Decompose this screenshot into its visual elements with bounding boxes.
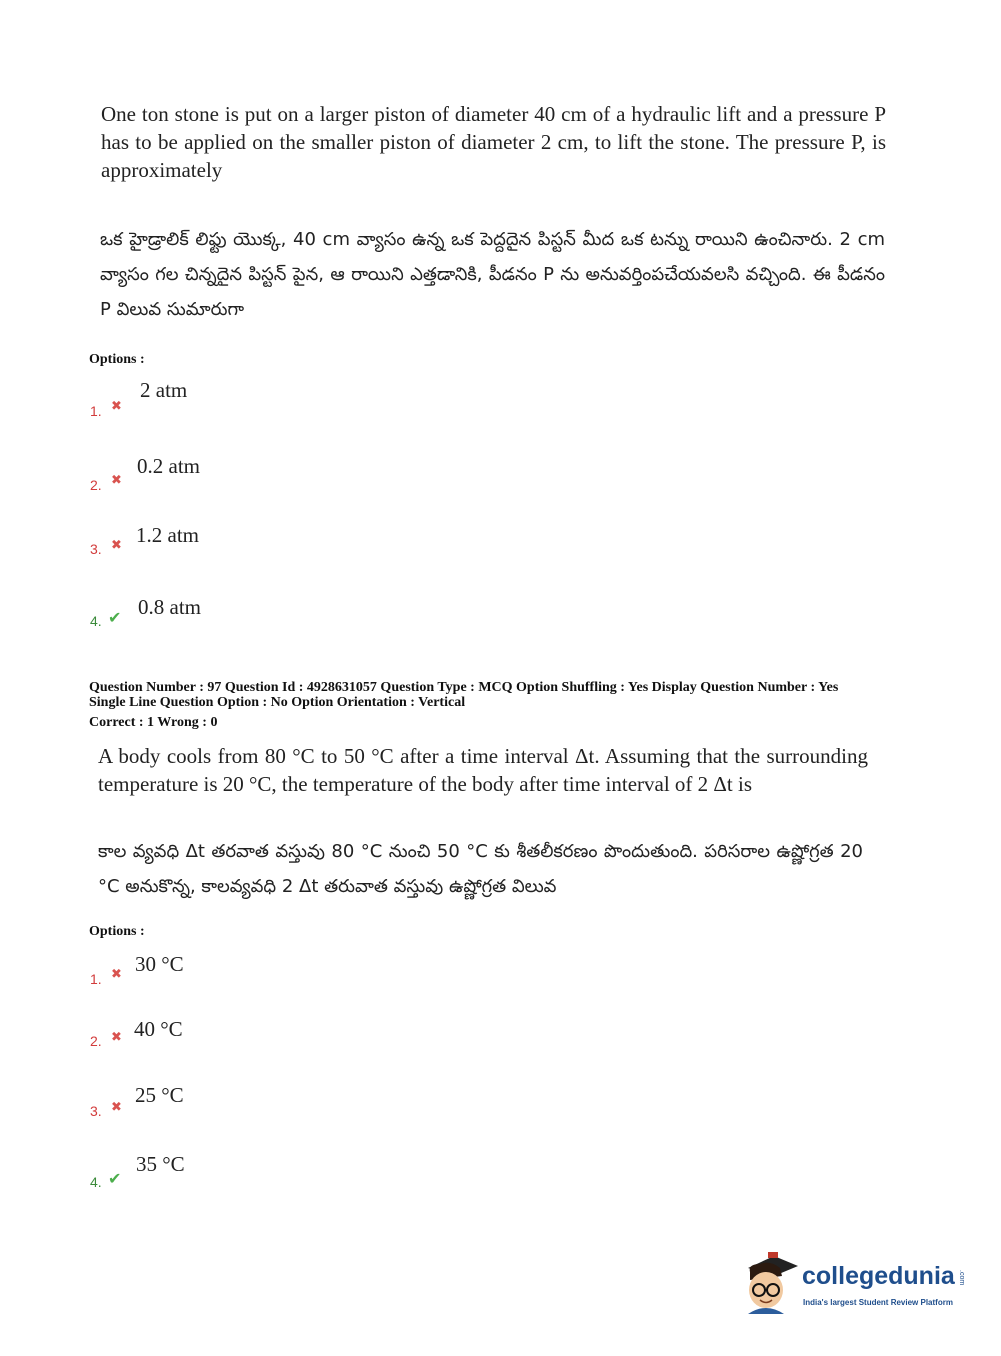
wrong-icon: ✖ [111,967,122,982]
question-meta: Question Number : 97 Question Id : 4928631057 Question Type : MCQ Option Shuffling : Yes Display Question Number : Yes [89,680,839,695]
option-number: 1. [90,403,102,419]
option-number: 3. [90,541,102,557]
option-row[interactable] [89,1152,389,1192]
option-text: 35 °C [136,1152,185,1176]
option-text: 2 atm [140,378,188,402]
question-score: Correct : 1 Wrong : 0 [89,715,218,730]
option-number: 3. [90,1103,102,1119]
question-text-telugu: కాల వ్యవధి Δt తరవాత వస్తువు 80 °C నుంచి 50 °C కు శీతలీకరణం పొందుతుంది. పరిసరాల ఉష్ణోగ్రత 20 °C అనుకొన్న, కాలవ్యవధి 2 Δt తరువాత వస్తువు ఉష్ణోగ్రత విలువ [98,841,863,897]
option-row[interactable] [89,595,389,635]
wrong-icon: ✖ [111,1030,122,1045]
option-number: 2. [90,1033,102,1049]
option-row[interactable] [89,454,389,494]
question-text-english: One ton stone is put on a larger piston of diameter 40 cm of a hydraulic lift and a pressure P has to be applied on the smaller piston of diameter 2 cm, to lift the stone. The pressure P, is approximately [101,102,886,182]
logo-name: collegedunia [802,1262,955,1290]
question-text-english: A body cools from 80 °C to 50 °C after a time interval Δt. Assuming that the surrounding temperature is 20 °C, the temperature of the body after time interval of 2 Δt is [98,744,868,796]
option-row[interactable] [89,952,389,992]
option-text: 0.2 atm [137,454,200,478]
option-number: 4. [90,1174,102,1190]
logo-domain: .com [958,1270,965,1286]
option-row[interactable] [89,378,389,418]
option-number: 2. [90,477,102,493]
option-text: 25 °C [135,1083,184,1107]
option-text: 0.8 atm [138,595,201,619]
mascot-icon [740,1250,802,1314]
logo-tagline: India's largest Student Review Platform [803,1298,953,1307]
option-row[interactable] [89,1083,389,1123]
check-icon: ✔ [108,1169,122,1188]
wrong-icon: ✖ [111,1100,122,1115]
option-number: 1. [90,971,102,987]
options-label: Options : [89,352,145,367]
option-text: 30 °C [135,952,184,976]
option-row[interactable] [89,1017,389,1057]
option-row[interactable] [89,523,389,563]
collegedunia-logo [740,1248,970,1320]
wrong-icon: ✖ [111,538,122,553]
check-icon: ✔ [108,608,122,627]
options-label: Options : [89,924,145,939]
option-number: 4. [90,613,102,629]
question-meta: Single Line Question Option : No Option Orientation : Vertical [89,695,466,710]
wrong-icon: ✖ [111,399,122,414]
option-text: 40 °C [134,1017,183,1041]
option-text: 1.2 atm [136,523,199,547]
question-text-telugu: ఒక హైడ్రాలిక్ లిఫ్టు యొక్క, 40 cm వ్యాసం ఉన్న ఒక పెద్దదైన పిస్టన్ మీద ఒక టన్ను రాయిని ఉంచినారు. 2 cm వ్యాసం గల చిన్నదైన పిస్టన్ పైన, ఆ రాయిని ఎత్తడానికి, పీడనం P ను అనువర్తింపచేయవలసి వచ్చింది. ఈ పీడనం P విలువ సుమారుగా [100,229,885,320]
wrong-icon: ✖ [111,473,122,488]
